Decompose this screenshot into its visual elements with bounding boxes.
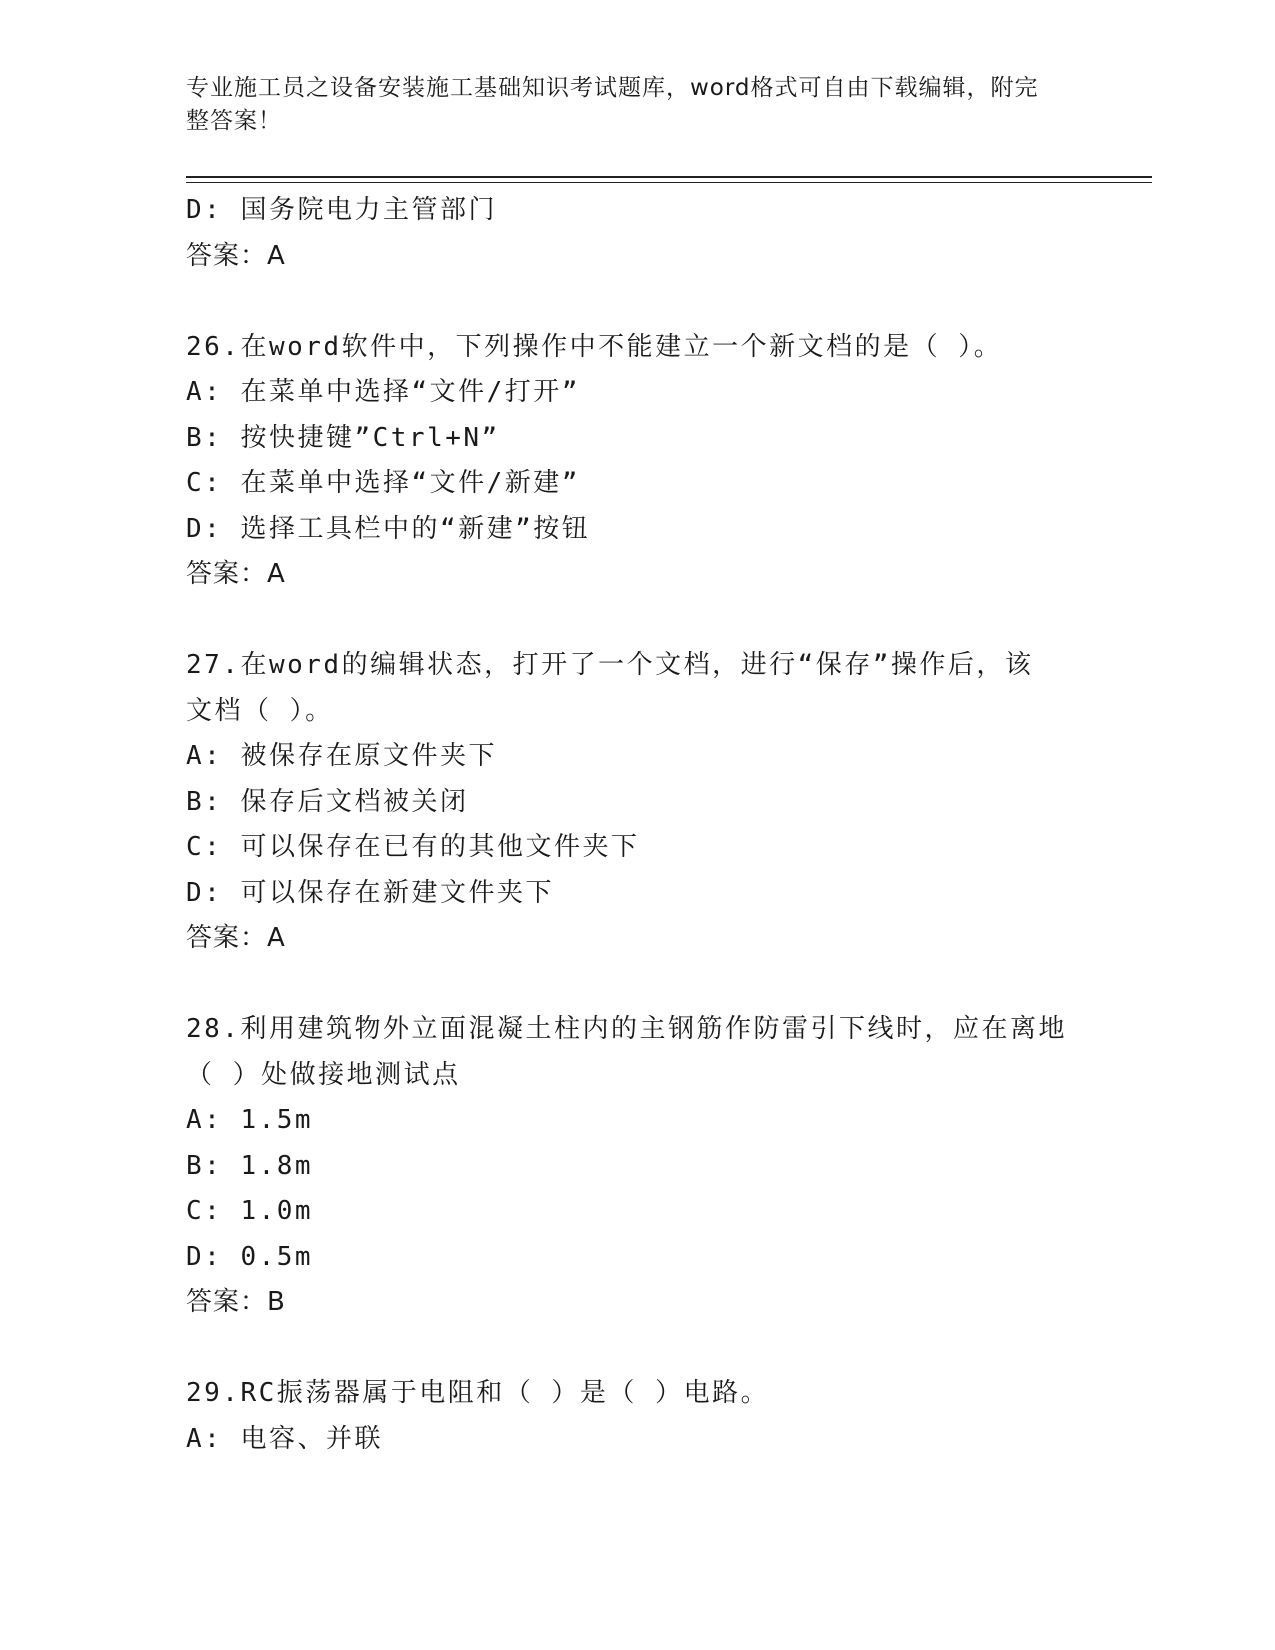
option-line: B: 1.8m [186, 1150, 314, 1181]
option-line: D: 国务院电力主管部门 [186, 195, 497, 225]
answer-line: 答案：A [186, 559, 286, 589]
header-divider-thick [186, 176, 1152, 178]
option-line: A: 被保存在原文件夹下 [186, 741, 497, 771]
header-divider-thin [186, 182, 1152, 183]
option-line: C: 可以保存在已有的其他文件夹下 [186, 832, 640, 862]
question-block [186, 1371, 1086, 1462]
header-line-1: 专业施工员之设备安装施工基础知识考试题库，word格式可自由下载编辑，附完 [186, 75, 1039, 101]
question-stem: 27.在word的编辑状态，打开了一个文档，进行“保存”操作后，该 [186, 650, 1034, 680]
option-line: B: 按快捷键”Ctrl+N” [186, 422, 500, 453]
question-stem-continued: （ ）处做接地测试点 [186, 1059, 461, 1090]
question-stem: 26.在word软件中，下列操作中不能建立一个新文档的是（ ）。 [186, 331, 1003, 362]
document-header [186, 72, 1066, 138]
question-block [186, 1007, 1086, 1326]
question-stem: 29.RC振荡器属于电阻和（ ）是（ ）电路。 [186, 1378, 770, 1408]
answer-line: 答案：A [186, 240, 286, 271]
option-line: B: 保存后文档被关闭 [186, 786, 469, 817]
answer-line: 答案：B [186, 1287, 286, 1317]
option-line: D: 0.5m [186, 1241, 314, 1272]
block-spacer [186, 962, 1086, 1008]
option-line: D: 可以保存在新建文件夹下 [186, 877, 554, 908]
answer-line: 答案：A [186, 923, 286, 953]
option-line: D: 选择工具栏中的“新建”按钮 [186, 513, 591, 544]
option-line: A: 1.5m [186, 1105, 314, 1135]
question-stem-continued: 文档（ ）。 [186, 695, 334, 726]
header-line-2: 整答案！ [186, 108, 282, 134]
option-line: A: 在菜单中选择“文件/打开” [186, 377, 580, 407]
question-block [186, 188, 1086, 279]
question-stem: 28.利用建筑物外立面混凝土柱内的主钢筋作防雷引下线时，应在离地 [186, 1014, 1067, 1044]
option-line: A: 电容、并联 [186, 1423, 383, 1454]
option-line: C: 在菜单中选择“文件/新建” [186, 468, 580, 498]
option-line: C: 1.0m [186, 1196, 314, 1226]
block-spacer [186, 598, 1086, 644]
question-block [186, 325, 1086, 598]
question-list [186, 188, 1086, 1462]
block-spacer [186, 279, 1086, 325]
block-spacer [186, 1326, 1086, 1372]
question-block [186, 643, 1086, 962]
